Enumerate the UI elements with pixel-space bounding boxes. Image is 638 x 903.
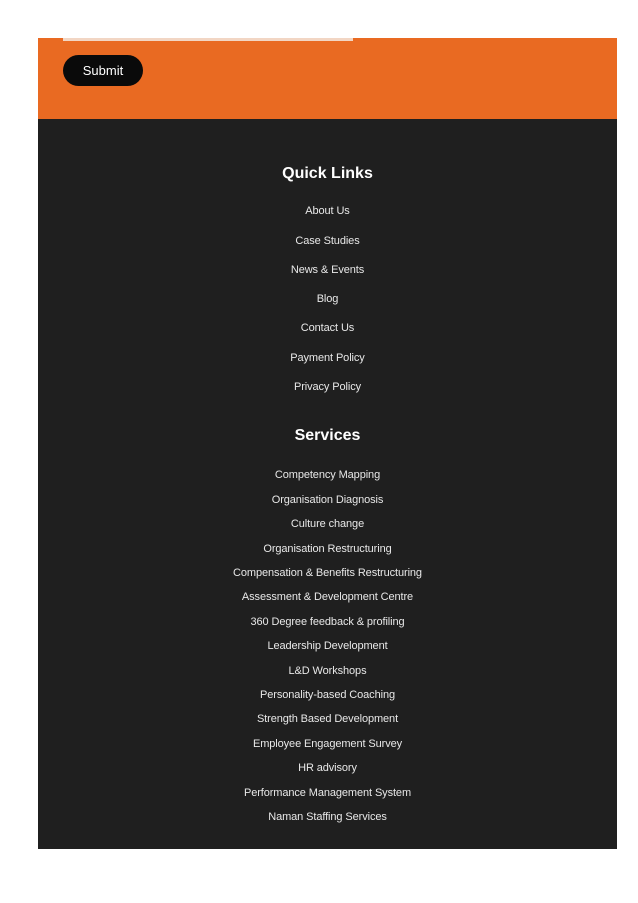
services-heading: Services <box>294 427 361 444</box>
service-link-strength-based[interactable]: Strength Based Development <box>256 713 399 725</box>
list-item <box>38 539 617 557</box>
service-link-naman-staffing[interactable]: Naman Staffing Services <box>268 811 387 823</box>
contact-us-link[interactable]: Contact Us <box>300 322 355 334</box>
service-link-leadership-development[interactable]: Leadership Development <box>267 640 388 652</box>
list-item <box>38 231 617 249</box>
site-footer <box>38 119 617 849</box>
case-studies-link[interactable]: Case Studies <box>295 235 360 247</box>
service-link-organisation-restructuring[interactable]: Organisation Restructuring <box>263 543 392 555</box>
list-item <box>38 348 617 366</box>
quick-links-heading: Quick Links <box>282 165 373 182</box>
list-item <box>38 612 617 630</box>
list-item <box>38 465 617 483</box>
service-link-personality-coaching[interactable]: Personality-based Coaching <box>260 689 395 701</box>
service-link-360-feedback[interactable]: 360 Degree feedback & profiling <box>250 616 405 628</box>
service-link-organisation-diagnosis[interactable]: Organisation Diagnosis <box>271 494 384 506</box>
service-link-competency-mapping[interactable]: Competency Mapping <box>274 469 381 481</box>
submit-button[interactable]: Submit <box>63 55 143 86</box>
list-item <box>38 758 617 776</box>
list-item <box>38 783 617 801</box>
list-item <box>38 260 617 278</box>
service-link-hr-advisory[interactable]: HR advisory <box>298 762 357 774</box>
form-input-field[interactable] <box>63 38 353 41</box>
list-item <box>38 490 617 508</box>
service-link-assessment-development[interactable]: Assessment & Development Centre <box>241 591 414 603</box>
list-item <box>38 587 617 605</box>
service-link-engagement-survey[interactable]: Employee Engagement Survey <box>252 738 403 750</box>
list-item <box>38 289 617 307</box>
service-link-culture-change[interactable]: Culture change <box>290 518 365 530</box>
list-item <box>38 734 617 752</box>
service-link-performance-management[interactable]: Performance Management System <box>243 787 412 799</box>
service-link-ld-workshops[interactable]: L&D Workshops <box>288 665 367 677</box>
list-item <box>38 636 617 654</box>
service-link-compensation-benefits[interactable]: Compensation & Benefits Restructuring <box>233 567 422 579</box>
about-us-link[interactable]: About Us <box>305 205 350 217</box>
list-item <box>38 685 617 703</box>
news-events-link[interactable]: News & Events <box>290 264 365 276</box>
blog-link[interactable]: Blog <box>316 293 339 305</box>
list-item <box>38 377 617 395</box>
list-item <box>38 709 617 727</box>
list-item <box>38 514 617 532</box>
privacy-policy-link[interactable]: Privacy Policy <box>293 381 362 393</box>
list-item <box>38 318 617 336</box>
list-item <box>38 661 617 679</box>
list-item <box>38 807 617 825</box>
list-item <box>38 563 617 581</box>
list-item <box>38 201 617 219</box>
payment-policy-link[interactable]: Payment Policy <box>290 352 365 364</box>
